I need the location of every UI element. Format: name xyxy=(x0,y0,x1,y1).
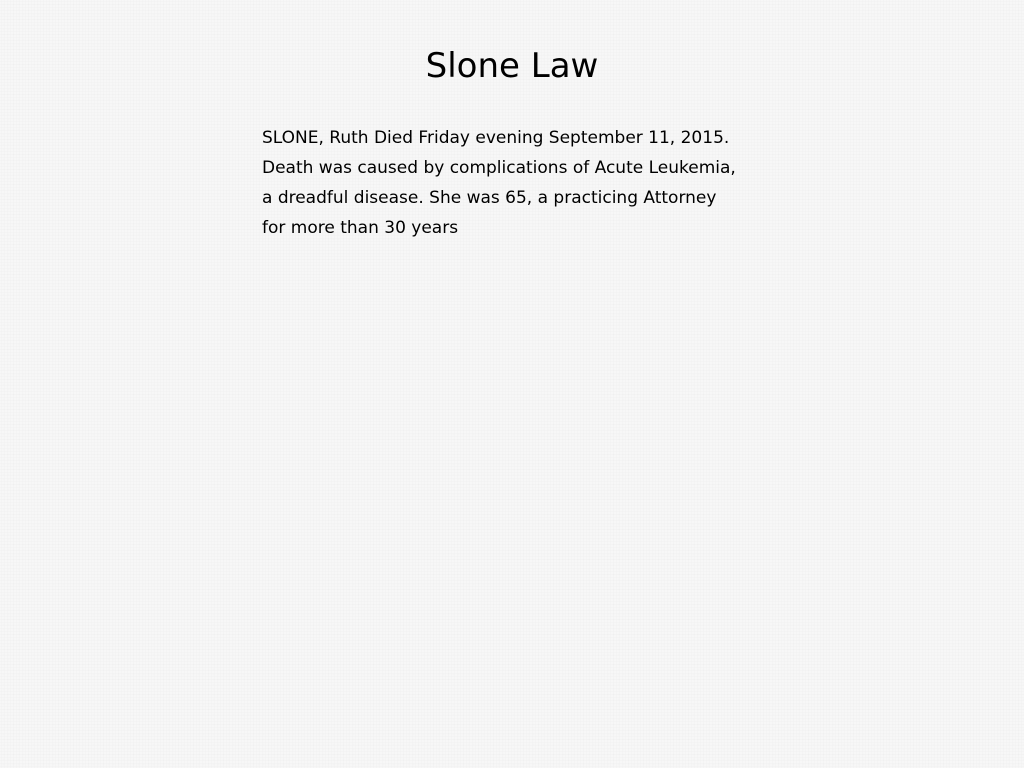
page-title: Slone Law xyxy=(425,46,599,86)
obituary-paragraph: SLONE, Ruth Died Friday evening September 11, 2015. Death was caused by complications of Acute Leukemia, a dreadful disease. She was 65, a practicing Attorney for more than 30 years xyxy=(262,128,736,238)
